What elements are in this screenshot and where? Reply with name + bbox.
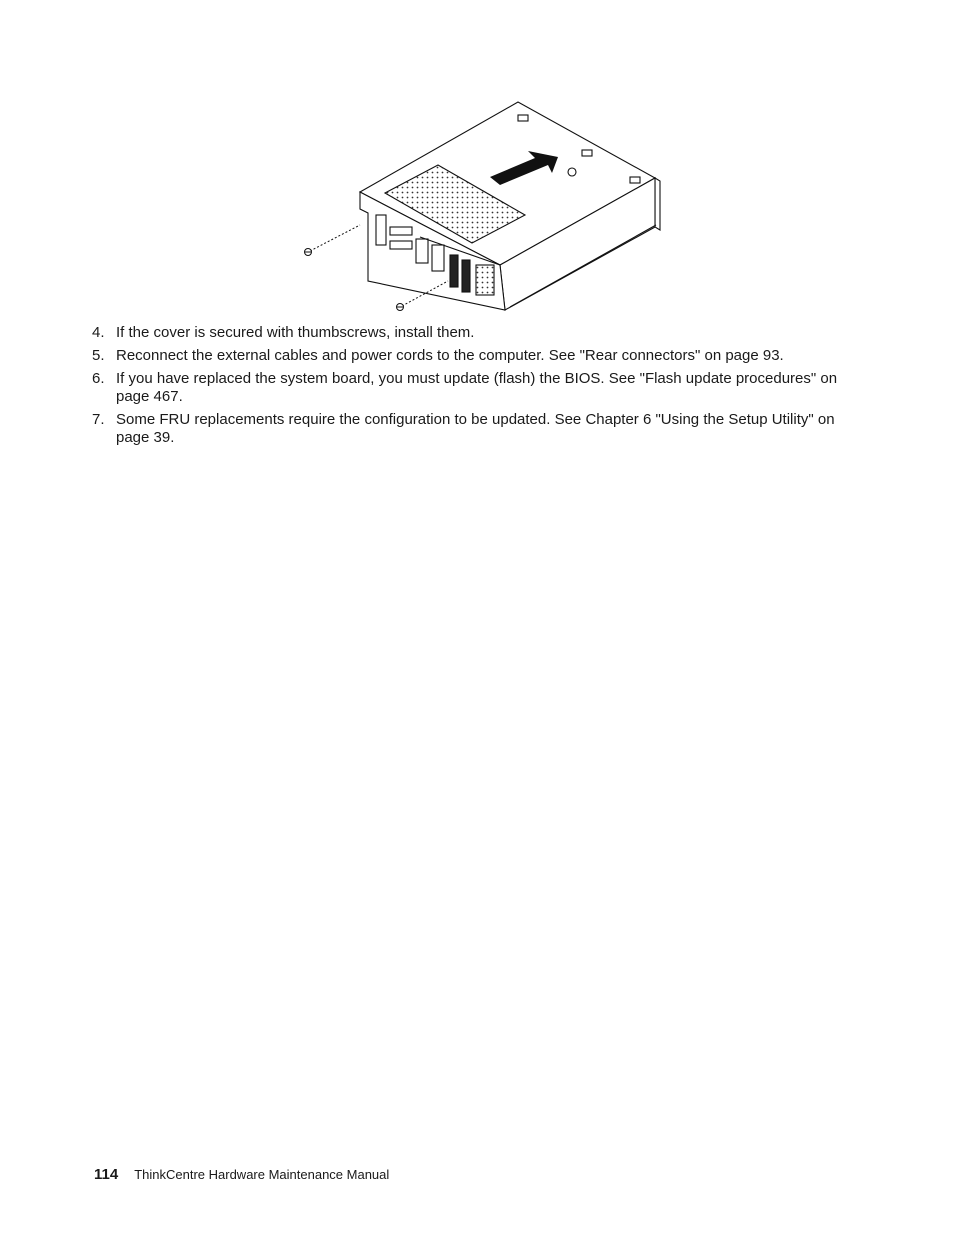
procedure-steps	[92, 324, 852, 452]
computer-chassis-icon	[360, 102, 660, 310]
page-footer	[94, 1166, 389, 1184]
manual-title: ThinkCentre Hardware Maintenance Manual	[134, 1167, 390, 1182]
list-item: 4. If the cover is secured with thumbscrews, install them.	[92, 324, 475, 341]
list-item: 6. If you have replaced the system board, you must update (flash) the BIOS. See "Flash update procedures" on page 467.	[92, 370, 838, 405]
cover-installation-figure	[290, 95, 670, 320]
list-item: 5. Reconnect the external cables and power cords to the computer. See "Rear connectors" on page 93.	[92, 347, 784, 364]
page-number: 114	[94, 1166, 119, 1183]
list-item: 7. Some FRU replacements require the configuration to be updated. See Chapter 6 "Using the Setup Utility" on page 39.	[92, 411, 835, 446]
